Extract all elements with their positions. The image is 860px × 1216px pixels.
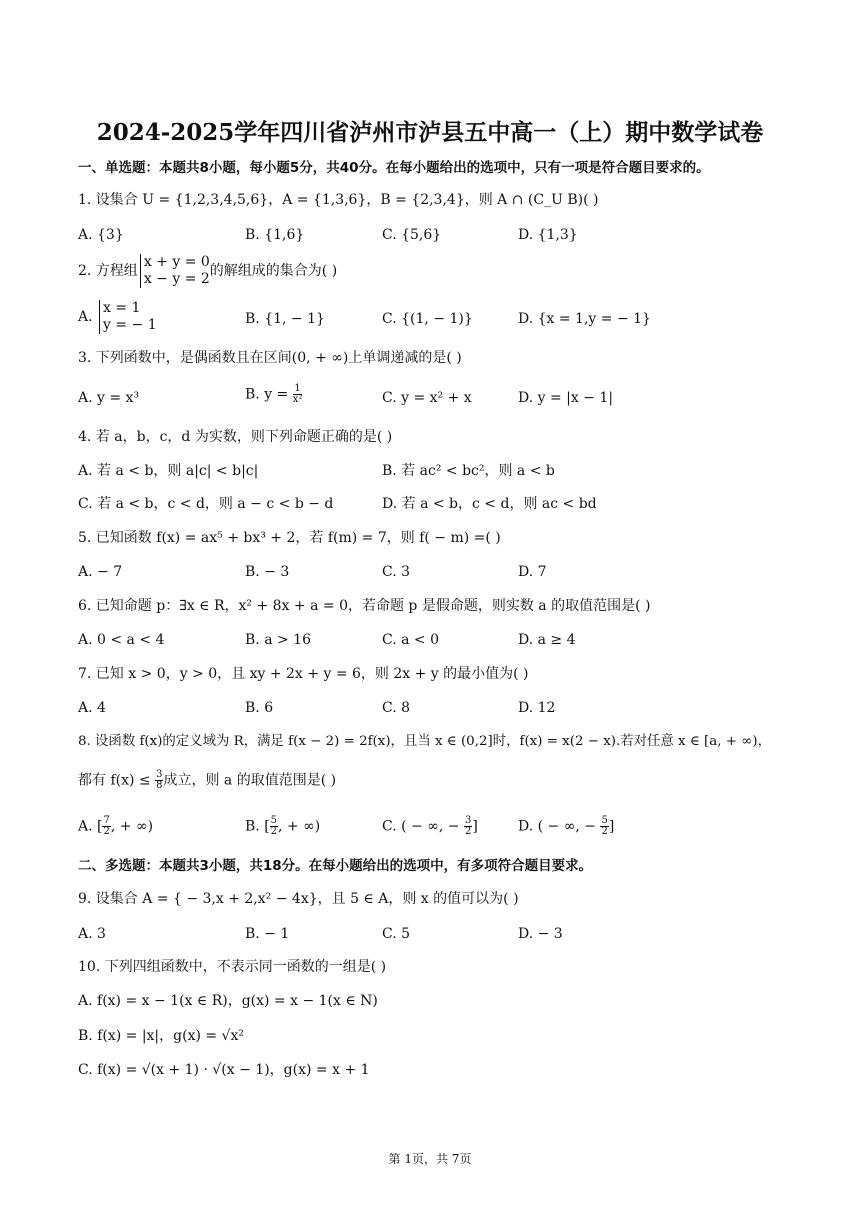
page-title: 2024-2025学年四川省泸州市泸县五中高一（上）期中数学试卷 [96, 119, 764, 146]
fraction [102, 816, 110, 837]
stem-suffix: 成立，则 a 的取值范围是( ) [163, 772, 337, 789]
fraction [293, 384, 303, 405]
question-7-stem: 7. 已知 x > 0，y > 0，且 xy + 2x + y = 6，则 2x + y 的最小值为( ) [78, 666, 529, 682]
question-1-option-a: A. {3} [78, 227, 124, 243]
question-10-stem: 10. 下列四组函数中，不表示同一函数的一组是( ) [78, 959, 387, 975]
fraction-numerator: 3 [464, 815, 472, 826]
equation-2: x − y = 2 [143, 271, 210, 287]
option-prefix: C. ( − ∞, − [382, 818, 464, 835]
fraction-denominator: 2 [464, 826, 472, 837]
option-suffix: , + ∞) [110, 818, 154, 835]
question-6-option-b: B. a > 16 [245, 632, 311, 648]
option-a-system [99, 300, 157, 334]
question-6-option-a: A. 0 < a < 4 [78, 632, 165, 648]
question-9-option-d: D. − 3 [518, 926, 563, 942]
question-8-option-a [78, 816, 153, 837]
question-4-option-b: B. 若 ac² < bc²，则 a < b [382, 463, 555, 479]
fraction [600, 816, 608, 837]
fraction-denominator: 8 [156, 780, 163, 791]
question-10-option-b: B. f(x) = |x|，g(x) = √x² [78, 1028, 244, 1044]
option-suffix: , + ∞) [278, 818, 321, 835]
question-5-option-d: D. 7 [518, 564, 547, 580]
question-8-stem-line-2 [78, 770, 336, 791]
question-10-option-a: A. f(x) = x − 1(x ∈ R)，g(x) = x − 1(x ∈ N) [78, 993, 378, 1009]
question-3-option-b [245, 384, 302, 405]
question-10-option-c: C. f(x) = √(x + 1) · √(x − 1)，g(x) = x + 1 [78, 1062, 370, 1078]
fraction-denominator: 2 [270, 826, 278, 837]
option-suffix: ] [608, 818, 615, 835]
fraction-denominator: 2 [103, 826, 110, 837]
question-3-stem: 3. 下列函数中，是偶函数且在区间(0, + ∞)上单调递减的是( ) [78, 350, 462, 366]
section-heading-multi-choice: 二、多选题：本题共3小题，共18分。在每小题给出的选项中，有多项符合题目要求。 [78, 858, 593, 874]
question-5-option-c: C. 3 [382, 564, 411, 580]
question-2-option-c: C. {(1, − 1)} [382, 311, 473, 327]
fraction-numerator: 5 [270, 815, 278, 826]
fraction-denominator: 2 [601, 826, 608, 837]
question-5-stem: 5. 已知函数 f(x) = ax⁵ + bx³ + 2，若 f(m) = 7，则 f( − m) =( ) [78, 530, 501, 546]
question-8-stem-line-1: 8. 设函数 f(x)的定义域为 R，满足 f(x − 2) = 2f(x)，且当 x ∈ (0,2]时，f(x) = x(2 − x).若对任意 x ∈ [a, + ∞)， [78, 734, 771, 749]
option-a-line-2: y = − 1 [103, 317, 157, 333]
option-prefix: B. [ [245, 818, 270, 835]
question-7-option-d: D. 12 [518, 700, 556, 716]
question-7-option-b: B. 6 [245, 700, 274, 716]
option-b-label: B. y = [245, 386, 293, 403]
question-9-option-c: C. 5 [382, 926, 411, 942]
question-2-option-b: B. {1, − 1} [245, 311, 325, 327]
question-6-option-c: C. a < 0 [382, 632, 439, 648]
question-1-option-b: B. {1,6} [245, 227, 305, 243]
question-1-option-d: D. {1,3} [518, 227, 578, 243]
question-8-option-b [245, 816, 320, 837]
question-2-stem [78, 254, 337, 288]
option-suffix: ] [472, 818, 478, 835]
question-4-option-d: D. 若 a < b，c < d，则 ac < bd [382, 496, 597, 512]
question-8-option-d [518, 816, 614, 837]
question-3-option-a: A. y = x³ [78, 390, 140, 406]
question-2-stem-suffix: 的解组成的集合为( ) [209, 263, 338, 279]
stem-prefix: 都有 f(x) ≤ [78, 772, 156, 789]
fraction [270, 816, 278, 837]
fraction-denominator: x² [292, 394, 303, 405]
question-7-option-c: C. 8 [382, 700, 411, 716]
question-1-option-c: C. {5,6} [382, 227, 442, 243]
question-3-option-c: C. y = x² + x [382, 390, 472, 406]
option-a-label: A. [78, 309, 98, 325]
question-9-option-a: A. 3 [78, 926, 106, 942]
fraction-numerator: 5 [601, 815, 608, 826]
question-8-option-c [382, 816, 478, 837]
question-2-stem-prefix: 2. 方程组 [78, 263, 138, 279]
question-2-option-d: D. {x = 1,y = − 1} [518, 311, 651, 327]
option-prefix: A. [ [78, 818, 103, 835]
option-a-line-1: x = 1 [103, 300, 141, 316]
question-9-stem: 9. 设集合 A = { − 3,x + 2,x² − 4x}，且 5 ∈ A，则 x 的值可以为( ) [78, 891, 519, 907]
question-2-option-a [78, 300, 157, 334]
question-7-option-a: A. 4 [78, 700, 106, 716]
equation-system [140, 254, 210, 288]
question-1-stem: 1. 设集合 U = {1,2,3,4,5,6}，A = {1,3,6}，B = {2,3,4}，则 A ∩ (C_U B)( ) [78, 192, 599, 208]
question-9-option-b: B. − 1 [245, 926, 290, 942]
question-4-option-a: A. 若 a < b，则 a|c| < b|c| [78, 463, 259, 479]
section-heading-single-choice: 一、单选题：本题共8小题，每小题5分，共40分。在每小题给出的选项中，只有一项是符合题目要求的。 [78, 160, 710, 176]
fraction-numerator: 7 [103, 815, 110, 826]
page-footer: 第 1页，共 7页 [388, 1152, 472, 1166]
equation-1: x + y = 0 [143, 254, 210, 270]
fraction-numerator: 3 [156, 769, 163, 780]
question-4-stem: 4. 若 a，b，c，d 为实数，则下列命题正确的是( ) [78, 429, 393, 445]
question-3-option-d: D. y = |x − 1| [518, 390, 614, 406]
option-prefix: D. ( − ∞, − [518, 818, 601, 835]
fraction-numerator: 1 [294, 383, 301, 394]
question-6-stem: 6. 已知命题 p：∃x ∈ R，x² + 8x + a = 0，若命题 p 是假命题，则实数 a 的取值范围是( ) [78, 598, 651, 614]
question-4-option-c: C. 若 a < b，c < d，则 a − c < b − d [78, 496, 334, 512]
question-6-option-d: D. a ≥ 4 [518, 632, 576, 648]
question-5-option-b: B. − 3 [245, 564, 290, 580]
question-5-option-a: A. − 7 [78, 564, 123, 580]
